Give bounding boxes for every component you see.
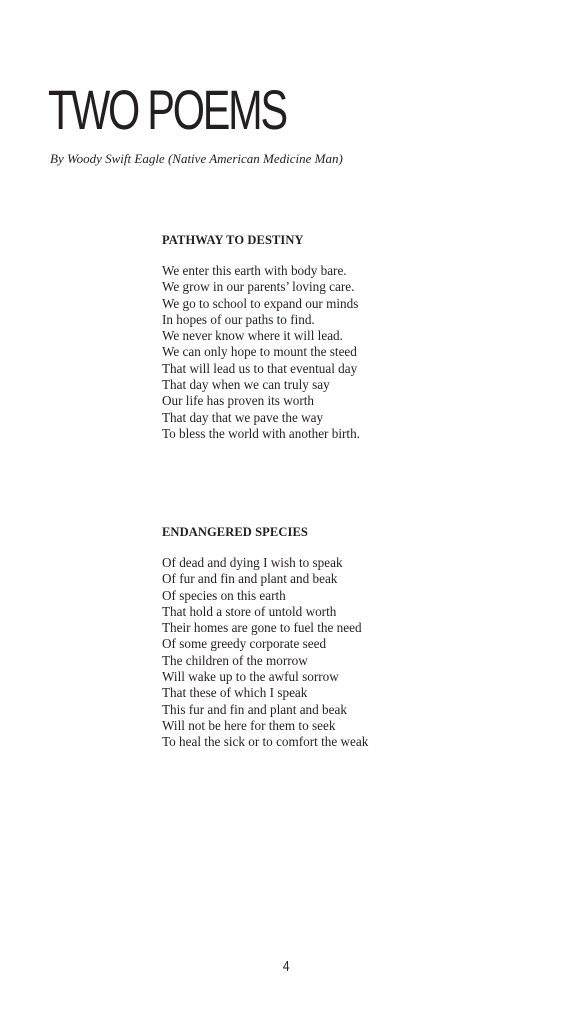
- poem-title: ENDANGERED SPECIES: [162, 525, 308, 539]
- poem-line: Of some greedy corporate seed: [162, 636, 327, 652]
- poem-line: To bless the world with another birth.: [162, 425, 360, 441]
- poem-line: That day when we can truly say: [162, 377, 330, 393]
- poem-line: In hopes of our paths to find.: [162, 311, 315, 327]
- poem-line: Of fur and fin and plant and beak: [162, 571, 338, 587]
- poem-line: Their homes are gone to fuel the need: [162, 620, 362, 636]
- poem-endangered-species: [162, 524, 522, 751]
- poem-pathway-to-destiny: [162, 232, 522, 442]
- byline: By Woody Swift Eagle (Native American Medicine Man): [50, 151, 343, 166]
- page-title: TWO POEMS: [48, 78, 286, 141]
- poem-line: That day that we pave the way: [162, 409, 324, 425]
- poem-line: To heal the sick or to comfort the weak: [162, 734, 369, 750]
- poem-line: Of species on this earth: [162, 587, 286, 603]
- poem-line: Of dead and dying I wish to speak: [162, 555, 343, 570]
- poem-line: That will lead us to that eventual day: [162, 360, 358, 376]
- poem-line: That these of which I speak: [162, 685, 308, 701]
- poem-line: Will not be here for them to seek: [162, 717, 336, 733]
- poem-line: We go to school to expand our minds: [162, 295, 359, 311]
- poem-stanza: [162, 555, 522, 751]
- poem-stanza: [162, 263, 522, 442]
- poem-line: We can only hope to mount the steed: [162, 344, 357, 360]
- page-number: [0, 958, 573, 976]
- poem-line: The children of the morrow: [162, 652, 308, 668]
- poem-line: Our life has proven its worth: [162, 393, 314, 409]
- poem-line: This fur and fin and plant and beak: [162, 701, 347, 717]
- poem-line: That hold a store of untold worth: [162, 603, 337, 619]
- poem-line: Will wake up to the awful sorrow: [162, 669, 339, 685]
- page-number-label: 4: [283, 958, 290, 975]
- poem-line: We never know where it will lead.: [162, 328, 343, 344]
- poem-line: We grow in our parents’ loving care.: [162, 279, 355, 295]
- poem-line: We enter this earth with body bare.: [162, 263, 347, 278]
- poem-title: PATHWAY TO DESTINY: [162, 233, 304, 247]
